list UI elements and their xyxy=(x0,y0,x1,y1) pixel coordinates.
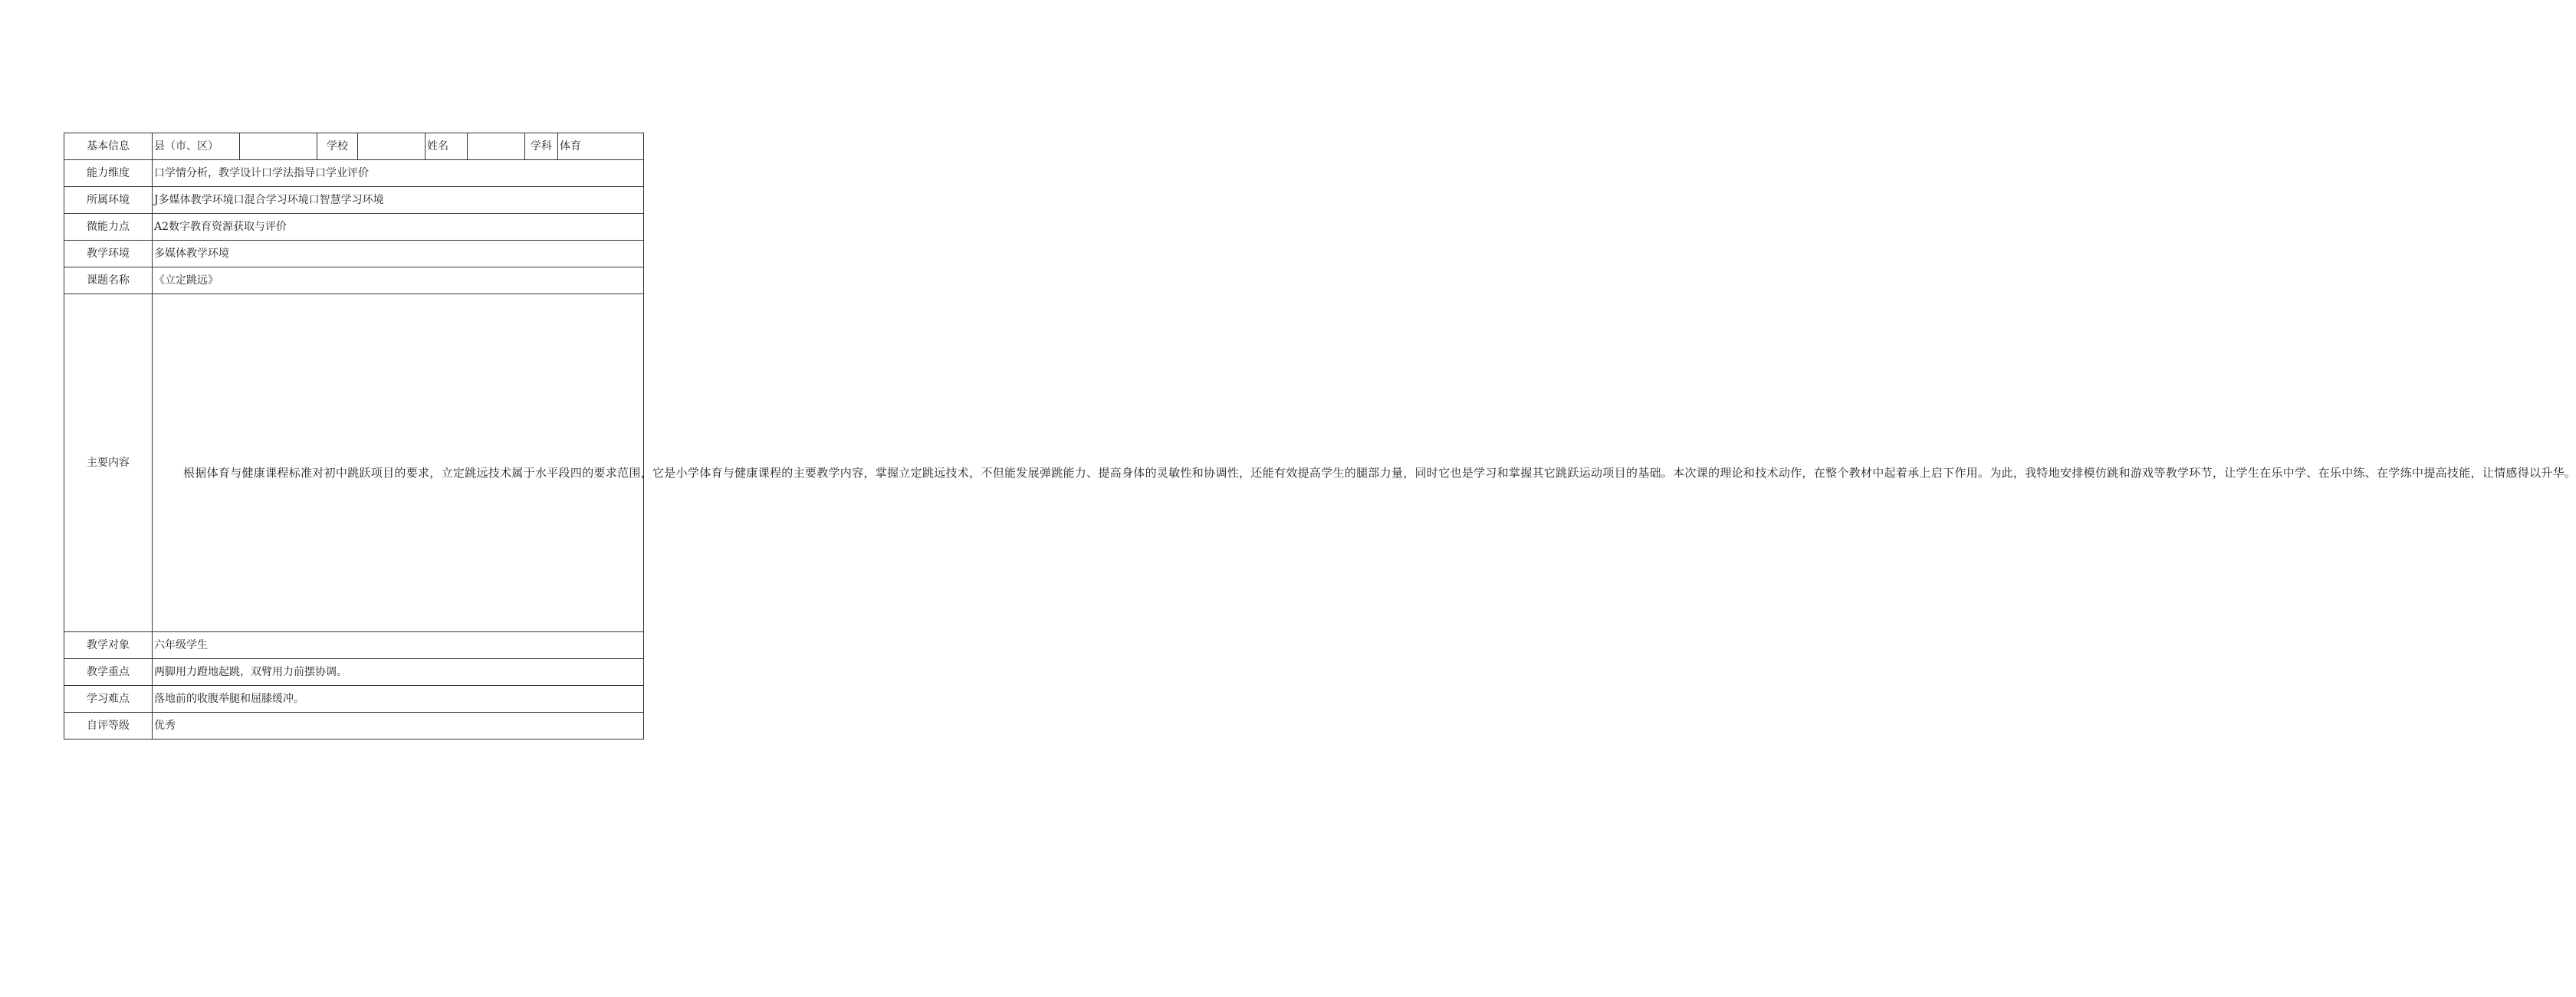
key-points-row xyxy=(64,659,644,686)
audience-label: 教学对象 xyxy=(64,632,153,659)
difficulties-label: 学习难点 xyxy=(64,686,153,713)
subject-field: 体育 xyxy=(558,133,644,160)
school-field xyxy=(358,133,426,160)
ability-row xyxy=(64,160,644,187)
micro-ability-label: 微能力点 xyxy=(64,214,153,241)
audience-row xyxy=(64,632,644,659)
topic-row xyxy=(64,267,644,294)
ability-label: 能力维度 xyxy=(64,160,153,187)
name-label: 姓名 xyxy=(426,133,468,160)
teaching-env-label: 教学环境 xyxy=(64,241,153,267)
ability-value: 口学情分析，教学设计口学法指导口学业评价 xyxy=(153,160,644,187)
environment-type-value: J多媒体教学环境口混合学习环境口智慧学习环境 xyxy=(153,187,644,214)
micro-ability-value: A2数字教育资源获取与评价 xyxy=(153,214,644,241)
environment-type-label: 所属环境 xyxy=(64,187,153,214)
difficulties-value: 落地前的收腹举腿和屈膝缓冲。 xyxy=(153,686,644,713)
main-content-text: 根据体育与健康课程标准对初中跳跃项目的要求，立定跳远技术属于水平段四的要求范围，它是小学体育与健康课程的主要教学内容，掌握立定跳远技术，不但能发展弹跳能力、提高身体的灵敏性和协调性，还能有效提高学生的腿部力量，同时它也是学习和掌握其它跳跃运动项目的基础。本次课的理论和技术动作，在整个教材中起着承上启下作用。为此，我特地安排模仿跳和游戏等教学环节，让学生在乐中学、在乐中练、在学练中提高技能，让情感得以升华。 xyxy=(183,465,2576,480)
main-content-row xyxy=(64,294,644,632)
audience-value: 六年级学生 xyxy=(153,632,644,659)
environment-type-row xyxy=(64,187,644,214)
basic-info-label: 基本信息 xyxy=(64,133,153,160)
county-field xyxy=(240,133,317,160)
key-points-value: 两脚用力蹬地起跳，双臂用力前摆协调。 xyxy=(153,659,644,686)
micro-ability-row xyxy=(64,214,644,241)
self-eval-label: 自评等级 xyxy=(64,713,153,740)
name-field xyxy=(468,133,525,160)
teaching-env-row xyxy=(64,241,644,267)
topic-label: 课题名称 xyxy=(64,267,153,294)
topic-value: 《立定跳远》 xyxy=(153,267,644,294)
subject-label: 学科 xyxy=(525,133,558,160)
county-label: 县（市、区） xyxy=(153,133,240,160)
difficulties-row xyxy=(64,686,644,713)
school-label: 学校 xyxy=(317,133,358,160)
lesson-info-table xyxy=(64,133,2576,740)
main-content-cell xyxy=(153,294,2576,632)
teaching-env-value: 多媒体教学环境 xyxy=(153,241,644,267)
main-content-label: 主要内容 xyxy=(64,294,153,632)
self-eval-row xyxy=(64,713,644,740)
self-eval-value: 优秀 xyxy=(153,713,644,740)
basic-info-row xyxy=(64,133,644,160)
key-points-label: 教学重点 xyxy=(64,659,153,686)
